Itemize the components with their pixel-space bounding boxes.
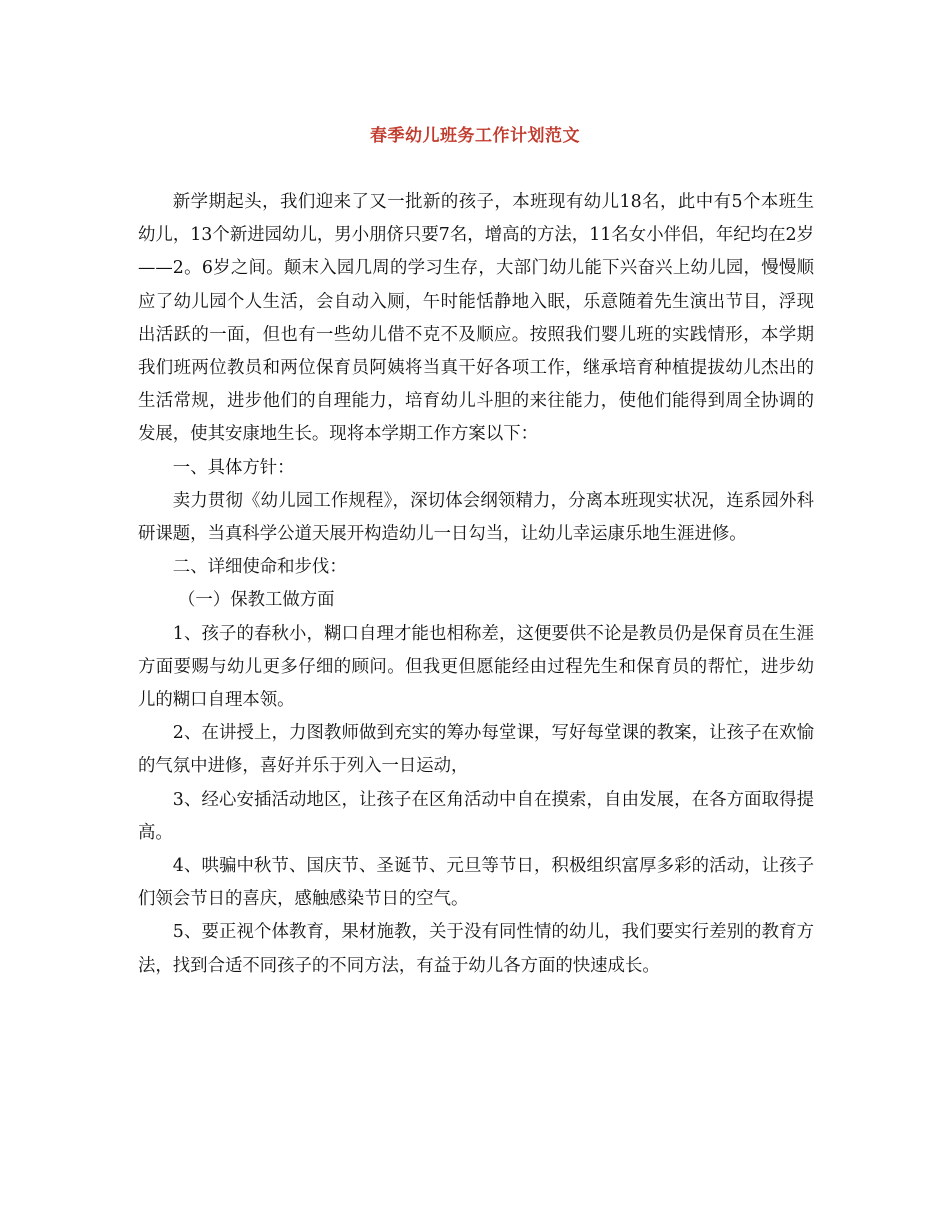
task-item-1: 1、孩子的春秋小，糊口自理才能也相称差，这便要供不论是教员仍是保育员在生涯方面要赐与幼儿更多仔细的顾问。但我更但愿能经由过程先生和保育员的帮忙，进步幼儿的糊口自理本领。 [138, 623, 814, 711]
document-body [138, 186, 814, 983]
task-item-2: 2、在讲授上，力图教师做到充实的筹办每堂课，写好每堂课的教案，让孩子在欢愉的气氛中进修，喜好并乐于列入一日运动， [138, 723, 814, 777]
document-title: 春季幼儿班务工作计划范文 [370, 126, 580, 146]
task-item-5: 5、要正视个体教育，果材施教，关于没有同性情的幼儿，我们要实行差别的教育方法，找到合适不同孩子的不同方法，有益于幼儿各方面的快速成长。 [138, 922, 814, 976]
task-item-4: 4、哄骗中秋节、国庆节、圣诞节、元旦等节日，积极组织富厚多彩的活动，让孩子们领会节日的喜庆，感触感染节日的空气。 [138, 856, 814, 910]
section-heading-tasks: 二、详细使命和步伐： [172, 557, 347, 578]
goals-paragraph: 卖力贯彻《幼儿园工作规程》，深切体会纲领精力，分离本班现实状况，连系园外科研课题，当真科学公道天展开构造幼儿一日勾当，让幼儿幸运康乐地生涯进修。 [138, 490, 814, 545]
intro-paragraph: 新学期起头，我们迎来了又一批新的孩子，本班现有幼儿18名，此中有5个本班生幼儿，13个新进园幼儿，男小朋侪只要7名，增高的方法，11名女小伴侣，年纪均在2岁——2。6岁之间。颠末入园几周的学习生存，大部门幼儿能下兴奋兴上幼儿园，慢慢顺应了幼儿园个人生活，会自动入厕，午时能恬静地入眠，乐意随着先生演出节目，浮现出活跃的一面，但也有一些幼儿借不克不及顺应。按照我们婴儿班的实践情形，本学期我们班两位教员和两位保育员阿姨将当真干好各项工作，继承培育种植提拔幼儿杰出的生活常规，进步他们的自理能力，培育幼儿斗胆的来往能力，使他们能得到周全协调的发展，使其安康地生长。现将本学期工作方案以下： [138, 192, 814, 445]
section-heading-goals: 一、具体方针： [172, 457, 295, 478]
task-item-3: 3、经心安插活动地区，让孩子在区角活动中自在摸索，自由发展，在各方面取得提高。 [138, 789, 814, 843]
subsection-heading-care: （一）保教工做方面 [178, 590, 335, 611]
